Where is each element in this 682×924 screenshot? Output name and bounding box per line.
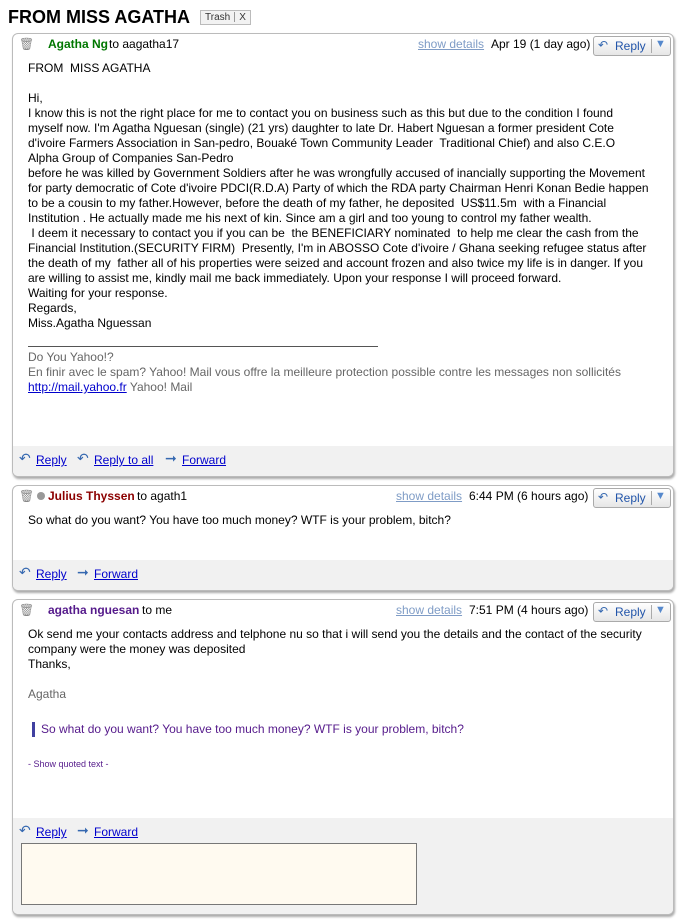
message-text-line: I know this is not the right place for me to contact you on business such as this but due to the condition I found [28,106,614,120]
forward-icon: ➞ [77,564,89,580]
reply-arrow-icon: ↶ [598,38,609,52]
subject-bar [8,6,251,28]
message-text-line: Regards, [28,301,77,315]
message-header [13,600,673,622]
reply-all-icon: ↶ [77,450,89,466]
message-card [12,599,674,915]
message-text-line: I deem it necessary to contact you if you can be the BENEFICIARY nominated to help me clear the cash from the [28,226,639,240]
reply-button-label: Reply [615,39,646,53]
message-date: 6:44 PM (6 hours ago) [469,489,589,503]
forward-icon: ➞ [165,450,177,466]
message-body [28,61,649,395]
show-details-link[interactable]: show details [396,603,463,617]
message-actions [13,446,673,476]
reply-button-divider [651,605,652,619]
reply-arrow-icon: ↶ [598,604,609,618]
reply-icon: ↶ [19,450,31,466]
message-text-line: for party democratic of Cote d'ivoire PDCI(R.D.A) Party of which the RDA party Chairman Henri Konan Bedie happen [28,181,649,195]
sender-name[interactable]: Agatha Ng [48,37,108,51]
forward-icon: ➞ [77,822,89,838]
more-options-dropdown-icon[interactable]: ▼ [655,490,666,502]
message-text: Thanks, [28,657,71,671]
show-details-link[interactable]: show details [396,489,463,503]
recipient-text: to me [142,603,173,617]
label-chip-text: Trash [205,11,231,23]
reply-button[interactable] [593,488,671,508]
reply-all-link[interactable]: Reply to all [94,453,154,467]
message-header [13,486,673,508]
remove-label-button[interactable]: X [239,11,246,23]
label-chip-trash[interactable] [200,10,251,25]
trash-icon: 🗑 [19,603,35,617]
reply-link[interactable]: Reply [36,567,67,581]
reply-textarea[interactable] [21,843,417,905]
more-options-dropdown-icon[interactable]: ▼ [655,604,666,616]
message-text-line: Miss.Agatha Nguessan [28,316,152,330]
message-text-line: the death of my father all of his properties were seized and account frozen and also twice my life is in danger. If you [28,256,643,270]
message-text: So what do you want? You have too much money? WTF is your problem, bitch? [28,513,451,527]
message-text-line: to be a cousin to my father.However, before the death of my father, he deposited US$11.5m with a Financial [28,196,607,210]
message-card [12,485,674,591]
reply-button[interactable] [593,36,671,56]
reply-button-divider [651,39,652,53]
show-quoted-text-link[interactable]: - Show quoted text - [28,759,109,769]
forward-link[interactable]: Forward [94,825,139,839]
signature-promo: En finir avec le spam? Yahoo! Mail vous offre la meilleure protection possible contre les messages non sollicités [28,365,621,379]
reply-button-label: Reply [615,605,646,619]
signature-suffix: Yahoo! Mail [126,380,193,394]
message-header [13,34,673,56]
forward-link[interactable]: Forward [182,453,227,467]
reply-icon: ↶ [19,822,31,838]
presence-status-icon [37,492,45,500]
quoted-text: So what do you want? You have too much money? WTF is your problem, bitch? [32,722,642,737]
sender-name[interactable]: agatha nguesan [48,603,140,617]
message-body [28,513,451,528]
message-text-line [28,76,649,91]
sign-off: Agatha [28,687,67,701]
yahoo-mail-link[interactable]: http://mail.yahoo.fr [28,380,127,394]
message-text-line: Alpha Group of Companies San-Pedro [28,151,234,165]
message-date: Apr 19 (1 day ago) [491,37,591,51]
trash-icon: 🗑 [19,37,35,51]
signature-divider [28,346,378,347]
message-body [28,627,642,772]
message-text-line: d'ivoire Farmers Association in San-pedro, Bouaké Town Community Leader Traditional Chief) and also C.E.O [28,136,616,150]
reply-arrow-icon: ↶ [598,490,609,504]
more-options-dropdown-icon[interactable]: ▼ [655,38,666,50]
message-text-line: Financial Institution.(SECURITY FIRM) Presently, I'm in ABOSSO Cote d'ivoire / Ghana seeking refugee status after [28,241,647,255]
message-date: 7:51 PM (4 hours ago) [469,603,589,617]
message-body-lines [28,61,649,331]
reply-button-label: Reply [615,491,646,505]
thread-subject: FROM MISS AGATHA [8,6,190,27]
reply-button[interactable] [593,602,671,622]
message-text-line: before he was killed by Government Soldiers after he was wrongfully accused of inancially supporting the Movement [28,166,645,180]
message-text-line: Hi, [28,91,43,105]
message-text-line: Waiting for your response. [28,286,168,300]
reply-link[interactable]: Reply [36,825,67,839]
message-text-line: FROM MISS AGATHA [28,61,151,75]
message-text: Ok send me your contacts address and telphone nu so that i will send you the details and the contact of the security [28,627,642,641]
message-text: company were the money was deposited [28,642,246,656]
message-card [12,33,674,477]
show-details-link[interactable]: show details [418,37,485,51]
message-text-line: Institution . He actually made me his next of kin. Since am a girl and too young to control my father wealth. [28,211,592,225]
reply-button-divider [651,491,652,505]
signature-line: Do You Yahoo!? [28,350,114,364]
sender-name[interactable]: Julius Thyssen [48,489,135,503]
message-text-line: myself now. I'm Agatha Nguesan (single) (21 yrs) daughter to late Dr. Habert Nguesan a former president Cote [28,121,614,135]
label-divider [234,12,235,22]
recipient-text: to aagatha17 [109,37,180,51]
message-actions [13,560,673,590]
recipient-text: to agath1 [137,489,188,503]
trash-icon: 🗑 [19,489,35,503]
message-text-line: are willing to assist me, kindly mail me back immediately. Upon your response I will proceed forward. [28,271,562,285]
forward-link[interactable]: Forward [94,567,139,581]
reply-icon: ↶ [19,564,31,580]
reply-link[interactable]: Reply [36,453,67,467]
